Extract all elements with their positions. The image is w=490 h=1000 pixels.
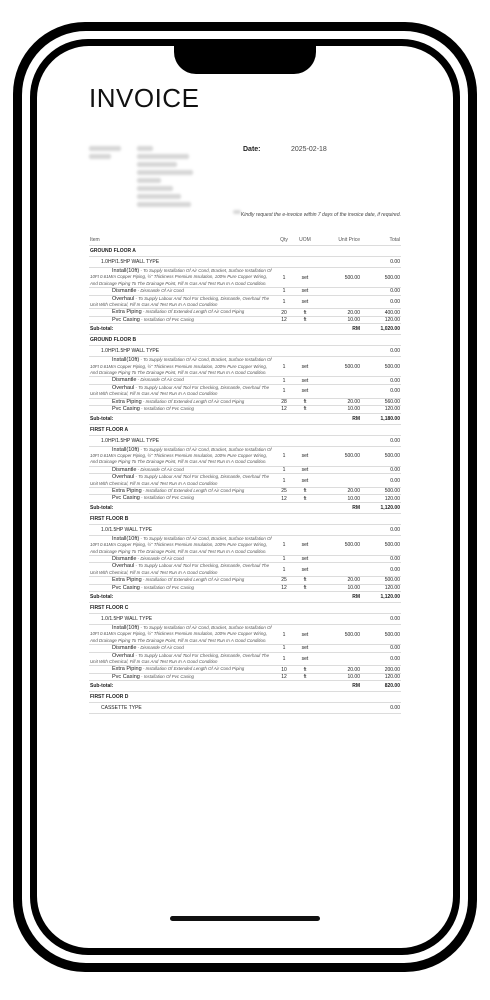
item-total: 500.00: [361, 446, 401, 466]
item-total: 0.00: [361, 288, 401, 295]
section-header-row: [89, 603, 401, 614]
item-qty: 1: [274, 535, 294, 555]
item-total: 500.00: [361, 487, 401, 494]
item-unit-price: [316, 466, 361, 473]
item-cell: [89, 577, 274, 584]
section-name: GROUND FLOOR A: [89, 246, 401, 257]
item-qty: 1: [274, 288, 294, 295]
item-uom: set: [294, 466, 316, 473]
item-unit-price: 500.00: [316, 268, 361, 288]
table-row: [89, 288, 401, 295]
item-name: Pvc Casing: [112, 495, 140, 502]
item-cell: [89, 474, 274, 488]
item-qty: 25: [274, 577, 294, 584]
item-name: Overhaul: [112, 384, 135, 391]
item-cell: [89, 377, 274, 384]
item-description: - Installation Of Extended Length Of Air Cond Piping: [141, 666, 245, 672]
item-uom: ft: [294, 316, 316, 323]
item-unit-price: 10.00: [316, 406, 361, 413]
item-unit-price: 10.00: [316, 495, 361, 502]
table-row: [89, 625, 401, 645]
subtotal-value: 1,120.00: [361, 502, 401, 513]
item-name: Pvc Casing: [112, 673, 140, 680]
item-name: Dismantle: [112, 466, 137, 473]
subtotal-label: Sub-total:: [89, 413, 316, 424]
item-description: - Dismantle Of Air Cond: [136, 555, 184, 561]
unit-type-label: 1.0HP/1.5HP WALL TYPE: [89, 257, 361, 268]
header-total: Total: [361, 234, 401, 246]
item-name: Extra Piping: [112, 577, 142, 584]
item-description: - Installation Of Pvc Casing: [139, 495, 195, 501]
unit-type-row: [89, 257, 401, 268]
table-row: [89, 377, 401, 384]
item-description: - To Supply Labour And Tool For Checking, Dismantle, Overhaul The Unit With Chemical, Fill In Gas And Test Run In A Good Condition: [90, 563, 270, 575]
item-qty: 1: [274, 357, 294, 377]
item-description: - Installation Of Pvc Casing: [139, 406, 195, 412]
section-header-row: [89, 513, 401, 524]
item-name: Install(10ft): [112, 535, 140, 542]
item-qty: 12: [274, 316, 294, 323]
table-row: [89, 584, 401, 591]
section-name: FIRST FLOOR D: [89, 692, 401, 703]
item-description: - Installation Of Extended Length Of Air Cond Piping: [141, 577, 245, 583]
item-unit-price: [316, 474, 361, 488]
table-row: [89, 398, 401, 405]
item-unit-price: 20.00: [316, 666, 361, 673]
item-cell: [89, 384, 274, 398]
item-name: Extra Piping: [112, 487, 142, 494]
table-row: [89, 295, 401, 309]
section-header-row: [89, 424, 401, 435]
date-value: 2025-02-18: [291, 146, 327, 153]
item-uom: set: [294, 295, 316, 309]
subtotal-row: [89, 681, 401, 692]
item-uom: set: [294, 446, 316, 466]
item-uom: set: [294, 563, 316, 577]
item-unit-price: 20.00: [316, 398, 361, 405]
item-unit-price: [316, 384, 361, 398]
subtotal-value: 820.00: [361, 681, 401, 692]
item-description: - Dismantle Of Air Cond: [136, 645, 184, 651]
item-cell: [89, 652, 274, 666]
item-name: Dismantle: [112, 377, 137, 384]
unit-type-total: 0.00: [361, 703, 401, 714]
unit-type-total: 0.00: [361, 614, 401, 625]
redacted-line-2: [137, 154, 189, 159]
item-qty: 1: [274, 563, 294, 577]
item-total: 0.00: [361, 466, 401, 473]
table-row: [89, 495, 401, 502]
item-cell: [89, 535, 274, 555]
redacted-label-2: [89, 154, 111, 159]
table-row: [89, 487, 401, 494]
subtotal-currency: RM: [316, 592, 361, 603]
item-cell: [89, 555, 274, 562]
item-description: - Installation Of Extended Length Of Air Cond Piping: [141, 309, 245, 315]
redacted-line-3: [137, 162, 177, 167]
item-name: Pvc Casing: [112, 316, 140, 323]
home-indicator[interactable]: [170, 916, 320, 921]
item-description: - Installation Of Pvc Casing: [139, 316, 195, 322]
item-unit-price: [316, 645, 361, 652]
item-qty: 1: [274, 555, 294, 562]
unit-type-row: [89, 703, 401, 714]
item-qty: 1: [274, 474, 294, 488]
item-unit-price: 10.00: [316, 316, 361, 323]
item-unit-price: [316, 295, 361, 309]
item-qty: 1: [274, 652, 294, 666]
unit-type-total: 0.00: [361, 257, 401, 268]
subtotal-row: [89, 592, 401, 603]
item-total: 0.00: [361, 563, 401, 577]
subtotal-value: 1,120.00: [361, 592, 401, 603]
item-uom: ft: [294, 398, 316, 405]
item-total: 0.00: [361, 384, 401, 398]
item-unit-price: 20.00: [316, 577, 361, 584]
item-unit-price: 500.00: [316, 446, 361, 466]
subtotal-currency: RM: [316, 324, 361, 335]
redacted-line-5: [137, 178, 161, 183]
item-description: - To Supply Installation Of Air Cond, Bracket, Surface Installation Of 10Ft 0.61Mm Copper Piping, ½" Thickness Premium Insulation, 100% Pure Copper Wiring, And Drainage Piping To The Drainage Point, Fill In Gas And Test Run In A Good Condition.: [90, 268, 272, 286]
item-name: Install(10ft): [112, 625, 140, 631]
item-cell: [89, 446, 274, 466]
item-uom: ft: [294, 666, 316, 673]
table-row: [89, 577, 401, 584]
item-unit-price: 20.00: [316, 309, 361, 316]
item-total: 120.00: [361, 316, 401, 323]
unit-type-label: 1.0HP/1.5HP WALL TYPE: [89, 435, 361, 446]
table-row: [89, 316, 401, 323]
subtotal-value: 1,180.00: [361, 413, 401, 424]
item-total: 500.00: [361, 625, 401, 645]
item-name: Install(10ft): [112, 268, 140, 274]
unit-type-label: 1.0/1.5HP WALL TYPE: [89, 524, 361, 535]
section-header-row: [89, 246, 401, 257]
item-qty: 1: [274, 466, 294, 473]
section-name: FIRST FLOOR C: [89, 603, 401, 614]
item-uom: ft: [294, 577, 316, 584]
subtotal-value: 1,020.00: [361, 324, 401, 335]
section-header-row: [89, 335, 401, 346]
item-uom: ft: [294, 584, 316, 591]
item-total: 0.00: [361, 652, 401, 666]
item-cell: [89, 584, 274, 591]
item-cell: [89, 309, 274, 316]
item-name: Overhaul: [112, 295, 135, 302]
table-row: [89, 357, 401, 377]
item-cell: [89, 357, 274, 377]
subtotal-row: [89, 324, 401, 335]
item-unit-price: 500.00: [316, 357, 361, 377]
redacted-label-1: [89, 146, 121, 151]
item-total: 500.00: [361, 268, 401, 288]
item-description: - To Supply Labour And Tool For Checking, Dismantle, Overhaul The Unit With Chemical, Fill In Gas And Test Run In A Good Condition: [90, 295, 270, 308]
item-uom: set: [294, 535, 316, 555]
item-cell: [89, 563, 274, 577]
section-name: FIRST FLOOR B: [89, 513, 401, 524]
item-total: 400.00: [361, 309, 401, 316]
table-row: [89, 406, 401, 413]
item-cell: [89, 406, 274, 413]
header-uom: UOM: [294, 234, 316, 246]
item-total: 500.00: [361, 535, 401, 555]
section-header-row: [89, 692, 401, 703]
item-total: 0.00: [361, 377, 401, 384]
unit-type-total: 0.00: [361, 435, 401, 446]
item-unit-price: 500.00: [316, 625, 361, 645]
item-name: Dismantle: [112, 288, 137, 295]
table-header-row: [89, 234, 401, 246]
item-description: - To Supply Installation Of Air Cond, Bracket, Surface Installation Of 10Ft 0.61Mm Copper Piping, ½" Thickness Premium Insulation, 100% Pure Copper Wiring, And Drainage Piping To The Drainage Point, Fill In Gas And Test Run In A Good Condition.: [90, 357, 272, 376]
table-row: [89, 309, 401, 316]
item-qty: 1: [274, 384, 294, 398]
item-qty: 1: [274, 268, 294, 288]
invoice-items-table: [89, 234, 401, 714]
subtotal-label: Sub-total:: [89, 502, 316, 513]
item-description: - Dismantle Of Air Cond: [136, 377, 184, 383]
item-unit-price: 20.00: [316, 487, 361, 494]
item-total: 120.00: [361, 495, 401, 502]
item-name: Overhaul: [112, 474, 135, 481]
item-uom: set: [294, 377, 316, 384]
item-unit-price: 10.00: [316, 673, 361, 680]
subtotal-currency: RM: [316, 681, 361, 692]
item-name: Extra Piping: [112, 309, 142, 316]
item-uom: set: [294, 357, 316, 377]
item-qty: 1: [274, 295, 294, 309]
unit-type-total: 0.00: [361, 346, 401, 357]
item-description: - To Supply Labour And Tool For Checking, Dismantle, Overhaul The Unit With Chemical, Fill In Gas And Test Run In A Good Condition: [90, 384, 270, 397]
header-unit-price: Unit Price: [316, 234, 361, 246]
item-total: 0.00: [361, 295, 401, 309]
unit-type-label: CASSETTE TYPE: [89, 703, 361, 714]
item-name: Extra Piping: [112, 398, 142, 405]
item-description: - Dismantle Of Air Cond: [136, 466, 184, 472]
redacted-line-4: [137, 170, 193, 175]
item-uom: ft: [294, 673, 316, 680]
item-name: Dismantle: [112, 555, 137, 562]
item-name: Pvc Casing: [112, 584, 140, 591]
item-name: Dismantle: [112, 645, 137, 652]
item-description: - To Supply Installation Of Air Cond, Bracket, Surface Installation Of 10Ft 0.61Mm Copper Piping, ½" Thickness Premium Insulation, 100% Pure Copper Wiring, And Drainage Piping To The Drainage Point, Fill In Gas And Test Run In A Good Condition.: [90, 625, 272, 643]
item-name: Overhaul: [112, 563, 135, 570]
item-qty: 12: [274, 495, 294, 502]
item-total: 200.00: [361, 666, 401, 673]
unit-type-row: [89, 614, 401, 625]
item-cell: [89, 625, 274, 645]
item-unit-price: 500.00: [316, 535, 361, 555]
item-description: - Installation Of Pvc Casing: [139, 673, 195, 679]
item-cell: [89, 495, 274, 502]
unit-type-label: 1.0HP/1.5HP WALL TYPE: [89, 346, 361, 357]
unit-type-total: 0.00: [361, 524, 401, 535]
item-description: - Installation Of Extended Length Of Air Cond Piping: [141, 398, 245, 404]
item-total: 500.00: [361, 357, 401, 377]
unit-type-label: 1.0/1.5HP WALL TYPE: [89, 614, 361, 625]
item-qty: 25: [274, 487, 294, 494]
item-description: - Dismantle Of Air Cond: [136, 288, 184, 294]
item-total: 120.00: [361, 406, 401, 413]
item-uom: set: [294, 652, 316, 666]
item-name: Overhaul: [112, 652, 135, 659]
table-row: [89, 645, 401, 652]
invoice-title: INVOICE: [89, 83, 200, 113]
item-uom: ft: [294, 309, 316, 316]
item-uom: set: [294, 645, 316, 652]
redacted-line-7: [137, 194, 181, 199]
invoice-items-body: [89, 246, 401, 714]
phone-screen[interactable]: [37, 46, 453, 948]
item-qty: 10: [274, 666, 294, 673]
item-name: Install(10ft): [112, 357, 140, 364]
item-unit-price: [316, 563, 361, 577]
item-name: Install(10ft): [112, 446, 140, 453]
item-uom: ft: [294, 487, 316, 494]
redacted-line-8: [137, 202, 191, 207]
table-row: [89, 666, 401, 673]
table-row: [89, 652, 401, 666]
item-unit-price: [316, 288, 361, 295]
subtotal-label: Sub-total:: [89, 324, 316, 335]
item-cell: [89, 645, 274, 652]
subtotal-currency: RM: [316, 502, 361, 513]
item-uom: ft: [294, 495, 316, 502]
item-uom: set: [294, 268, 316, 288]
item-unit-price: 10.00: [316, 584, 361, 591]
section-name: FIRST FLOOR A: [89, 424, 401, 435]
item-total: 0.00: [361, 555, 401, 562]
item-cell: [89, 398, 274, 405]
item-description: - Installation Of Pvc Casing: [139, 584, 195, 590]
item-qty: 28: [274, 398, 294, 405]
item-description: - Installation Of Extended Length Of Air Cond Piping: [141, 487, 245, 493]
phone-notch: [174, 46, 316, 74]
item-qty: 12: [274, 406, 294, 413]
item-total: 120.00: [361, 673, 401, 680]
item-total: 560.00: [361, 398, 401, 405]
item-unit-price: [316, 555, 361, 562]
item-cell: [89, 268, 274, 288]
item-total: 0.00: [361, 645, 401, 652]
table-row: [89, 555, 401, 562]
table-row: [89, 466, 401, 473]
table-row: [89, 673, 401, 680]
e-invoice-note: Kindly request the e-invoice within 7 days of the invoice date, if required.: [240, 212, 401, 218]
subtotal-label: Sub-total:: [89, 592, 316, 603]
table-row: [89, 535, 401, 555]
section-name: GROUND FLOOR B: [89, 335, 401, 346]
unit-type-row: [89, 435, 401, 446]
invoice-document: [89, 83, 401, 712]
item-qty: 1: [274, 377, 294, 384]
redacted-line-6: [137, 186, 173, 191]
item-unit-price: [316, 377, 361, 384]
item-qty: 20: [274, 309, 294, 316]
table-row: [89, 268, 401, 288]
item-qty: 1: [274, 625, 294, 645]
item-uom: set: [294, 288, 316, 295]
item-unit-price: [316, 652, 361, 666]
item-qty: 1: [274, 645, 294, 652]
unit-type-row: [89, 524, 401, 535]
subtotal-row: [89, 502, 401, 513]
table-row: [89, 563, 401, 577]
item-qty: 1: [274, 446, 294, 466]
item-cell: [89, 295, 274, 309]
header-item: Item: [89, 234, 274, 246]
table-row: [89, 384, 401, 398]
item-description: - To Supply Installation Of Air Cond, Bracket, Surface Installation Of 10Ft 0.61Mm Copper Piping, ½" Thickness Premium Insulation, 100% Pure Copper Wiring, And Drainage Piping To The Drainage Point, Fill In Gas And Test Run In A Good Condition.: [90, 535, 272, 554]
item-description: - To Supply Labour And Tool For Checking, Dismantle, Overhaul The Unit With Chemical, Fill In Gas And Test Run In A Good Condition: [90, 474, 270, 486]
item-qty: 12: [274, 584, 294, 591]
table-row: [89, 474, 401, 488]
item-uom: set: [294, 625, 316, 645]
item-cell: [89, 666, 274, 673]
item-description: - To Supply Installation Of Air Cond, Bracket, Surface Installation Of 10Ft 0.61Mm Copper Piping, ½" Thickness Premium Insulation, 100% Pure Copper Wiring, And Drainage Piping To The Drainage Point, Fill In Gas And Test Run In A Good Condition.: [90, 446, 272, 465]
item-cell: [89, 487, 274, 494]
item-name: Pvc Casing: [112, 406, 140, 413]
item-cell: [89, 316, 274, 323]
item-qty: 12: [274, 673, 294, 680]
unit-type-row: [89, 346, 401, 357]
subtotal-label: Sub-total:: [89, 681, 316, 692]
item-description: - To Supply Labour And Tool For Checking, Dismantle, Overhaul The Unit With Chemical, Fill In Gas And Test Run In A Good Condition: [90, 652, 270, 665]
item-cell: [89, 288, 274, 295]
header-qty: Qty: [274, 234, 294, 246]
subtotal-currency: RM: [316, 413, 361, 424]
item-uom: ft: [294, 406, 316, 413]
item-uom: set: [294, 555, 316, 562]
item-cell: [89, 673, 274, 680]
redacted-line-1: [137, 146, 153, 151]
date-label: Date:: [243, 146, 261, 153]
item-total: 0.00: [361, 474, 401, 488]
item-uom: set: [294, 474, 316, 488]
item-total: 120.00: [361, 584, 401, 591]
item-name: Extra Piping: [112, 666, 142, 673]
table-row: [89, 446, 401, 466]
item-total: 500.00: [361, 577, 401, 584]
item-cell: [89, 466, 274, 473]
subtotal-row: [89, 413, 401, 424]
item-uom: set: [294, 384, 316, 398]
